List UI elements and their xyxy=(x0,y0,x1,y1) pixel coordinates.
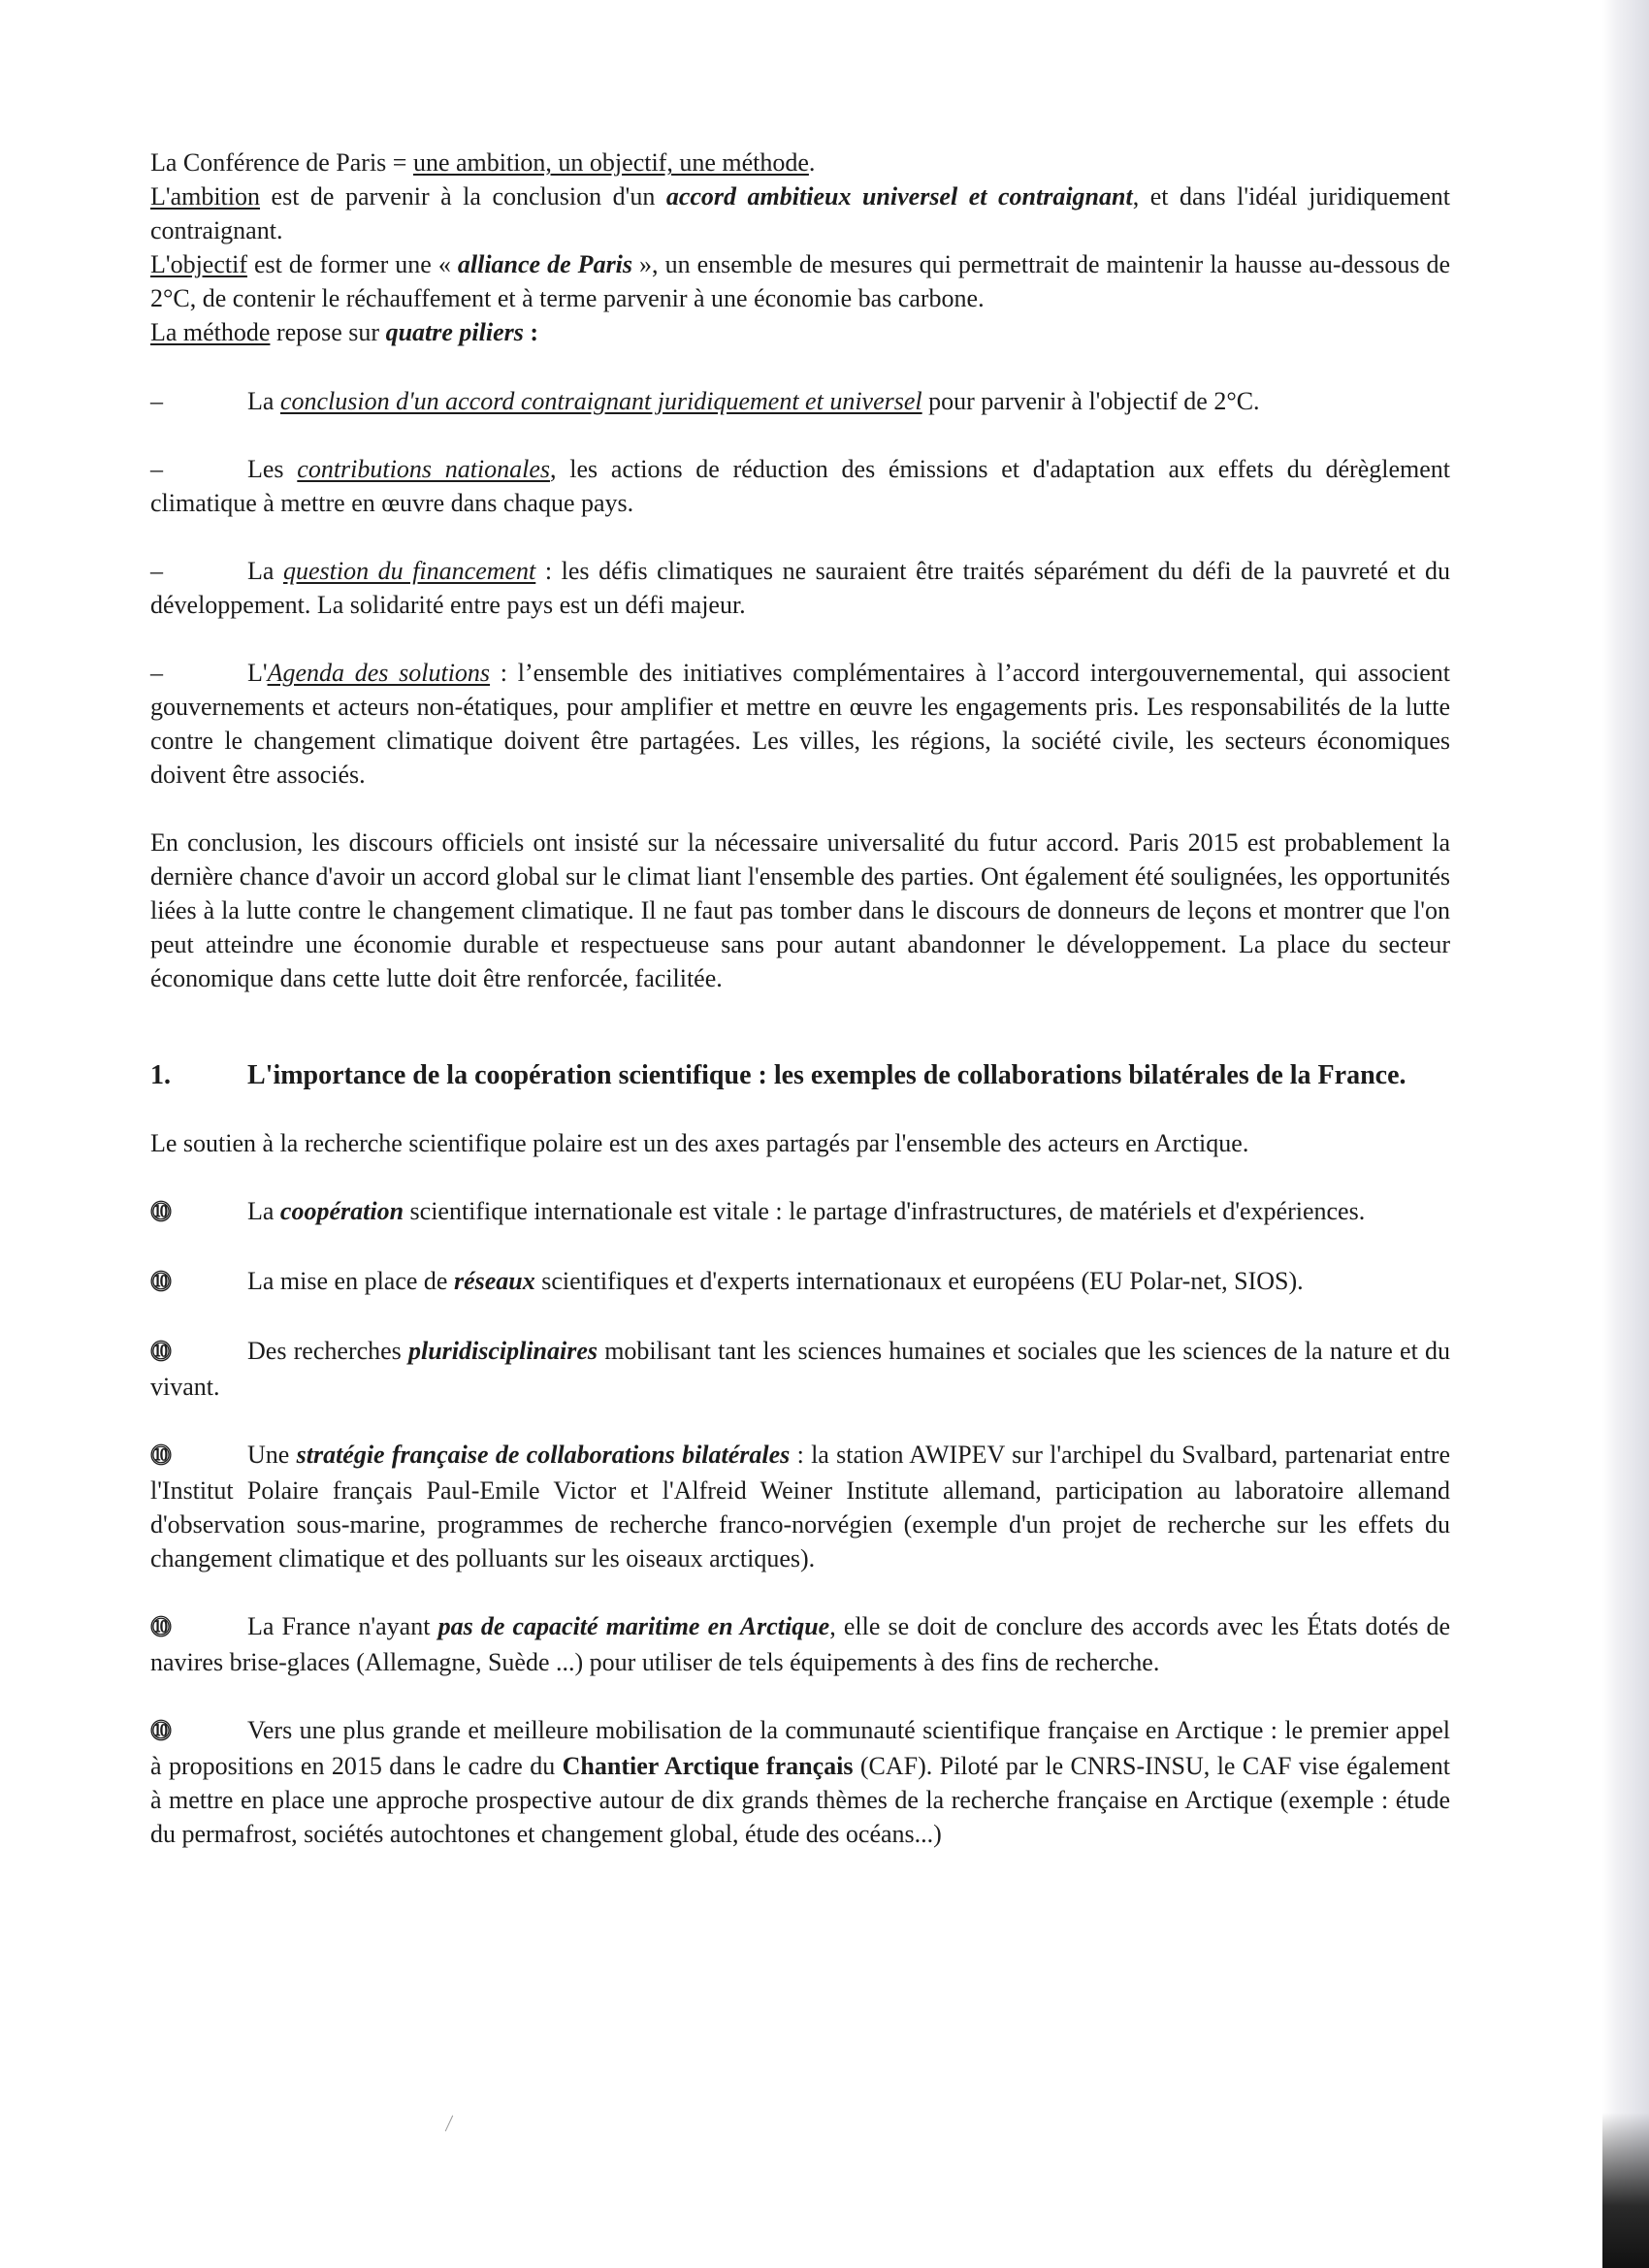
bullet-point: ⓾ Une stratégie française de collaborations bilatérales : la station AWIPEV sur l'archipel du Svalbard, partenariat entre l'Institut Polaire français Paul-Emile Victor et l'Alfreid Weiner Institute allemand, participation au laboratoire allemand d'observation sous-marine, programmes de recherche franco-norvégien (exemple d'un projet de recherche sur les effets du changement climatique et des polluants sur les oiseaux arctiques). xyxy=(150,1441,1450,1572)
pillar-emphasis: conclusion d'un accord contraignant juridiquement et universel xyxy=(279,387,922,415)
bullet-icon: ⓾ xyxy=(150,1201,173,1225)
methode-paragraph: La méthode repose sur quatre piliers : xyxy=(150,318,539,346)
methode-label: La méthode xyxy=(150,318,271,346)
ambition-label: L'ambition xyxy=(150,182,261,211)
point-emphasis: pluridisciplinaires xyxy=(407,1337,598,1365)
point-emphasis: réseaux xyxy=(453,1267,535,1295)
bullet-icon: ⓾ xyxy=(150,1444,173,1469)
bullet-icon: ⓾ xyxy=(150,1720,173,1744)
methode-emphasis: quatre piliers xyxy=(385,318,524,346)
bullet-point: ⓾ Des recherches pluridisciplinaires mobilisant tant les sciences humaines et sociales que les sciences de la nature et du vivant. xyxy=(150,1337,1450,1401)
scan-shadow-corner xyxy=(1602,2113,1649,2268)
objectif-emphasis: alliance de Paris xyxy=(457,250,633,278)
bullet-point-last: ⓾ Vers une plus grande et meilleure mobilisation de la communauté scientifique française en Arctique : le premier appel à propositions en 2015 dans le cadre du Chantier Arctique français (CAF). Piloté par le CNRS-INSU, le CAF vise également à mettre en place une approche prospective autour de dix grands thèmes de la recherche française en Arctique (exemple : étude du permafrost, sociétés autochtones et changement global, étude des océans...) xyxy=(150,1716,1450,1848)
bullet-icon: ⓾ xyxy=(150,1616,173,1640)
section-title: L'importance de la coopération scientifique : les exemples de collaborations bilatérales de la France. xyxy=(247,1060,1406,1090)
point-emphasis: coopération xyxy=(279,1197,404,1225)
point-emphasis: stratégie française de collaborations bilatérales xyxy=(296,1441,791,1469)
section-intro: Le soutien à la recherche scientifique polaire est un des axes partagés par l'ensemble des acteurs en Arctique. xyxy=(150,1129,1249,1157)
scan-page-edge xyxy=(1602,0,1649,2268)
bullet-point: ⓾ La coopération scientifique internationale est vitale : le partage d'infrastructures, de matériels et d'expériences. xyxy=(150,1194,1450,1230)
objectif-label: L'objectif xyxy=(150,250,247,278)
pillar-item: – La question du financement : les défis climatiques ne sauraient être traités séparément du défi de la pauvreté et du développement. La solidarité entre pays est un défi majeur. xyxy=(150,557,1450,619)
conclusion-paragraph: En conclusion, les discours officiels ont insisté sur la nécessaire universalité du futur accord. Paris 2015 est probablement la dernière chance d'avoir un accord global sur le climat liant l'ensemble des parties. Ont également été soulignées, les opportunités liées à la lutte contre le changement climatique. Il ne faut pas tomber dans le discours de donneurs de leçons et montrer que l'on peut atteindre une économie durable et respectueuse sans pour autant abandonner le développement. La place du secteur économique dans cette lutte doit être renforcée, facilitée. xyxy=(150,828,1450,992)
stray-pen-mark xyxy=(445,2116,463,2136)
bullet-point: ⓾ La France n'ayant pas de capacité maritime en Arctique, elle se doit de conclure des accords avec les États dotés de navires brise-glaces (Allemagne, Suède ...) pour utiliser de tels équipements à des fins de recherche. xyxy=(150,1612,1451,1676)
intro-underlined: une ambition, un objectif, une méthode xyxy=(412,148,809,177)
bullet-point: ⓾ La mise en place de réseaux scientifiques et d'experts internationaux et européens (EU Polar-net, SIOS). xyxy=(150,1264,1450,1300)
pillar-item: – L'Agenda des solutions : l’ensemble des initiatives complémentaires à l’accord intergouvernemental, qui associent gouvernements et acteurs non-étatiques, pour amplifier et mettre en œuvre les engagements pris. Les responsabilités de la lutte contre le changement climatique doivent être partagées. Les villes, les régions, la société civile, les secteurs économiques doivent être associés. xyxy=(150,659,1450,789)
pillar-item: – Les contributions nationales, les actions de réduction des émissions et d'adaptation aux effets du dérèglement climatique à mettre en œuvre dans chaque pays. xyxy=(150,455,1451,517)
section-heading xyxy=(150,1057,1450,1094)
pillar-emphasis: Agenda des solutions xyxy=(267,659,491,687)
objectif-paragraph: L'objectif est de former une « alliance de Paris », un ensemble de mesures qui permettrait de maintenir la hausse au-dessous de 2°C, de contenir le réchauffement et à terme parvenir à une économie bas carbone. xyxy=(150,250,1451,312)
pillar-emphasis: question du financement xyxy=(282,557,536,585)
ambition-paragraph: L'ambition est de parvenir à la conclusion d'un accord ambitieux universel et contraignant, et dans l'idéal juridiquement contraignant. xyxy=(150,182,1450,244)
document-page xyxy=(150,146,1450,1851)
ambition-emphasis: accord ambitieux universel et contraignant xyxy=(665,182,1133,211)
point-emphasis: pas de capacité maritime en Arctique xyxy=(437,1612,830,1640)
pillar-item: – La conclusion d'un accord contraignant juridiquement et universel pour parvenir à l'objectif de 2°C. xyxy=(150,387,1260,415)
bullet-icon: ⓾ xyxy=(150,1271,173,1295)
pillar-emphasis: contributions nationales xyxy=(297,455,551,483)
point-bold: Chantier Arctique français xyxy=(562,1752,854,1780)
bullet-icon: ⓾ xyxy=(150,1341,173,1365)
section-number: 1. xyxy=(150,1060,171,1090)
intro-line: La Conférence de Paris = une ambition, un objectif, une méthode. xyxy=(150,148,816,177)
